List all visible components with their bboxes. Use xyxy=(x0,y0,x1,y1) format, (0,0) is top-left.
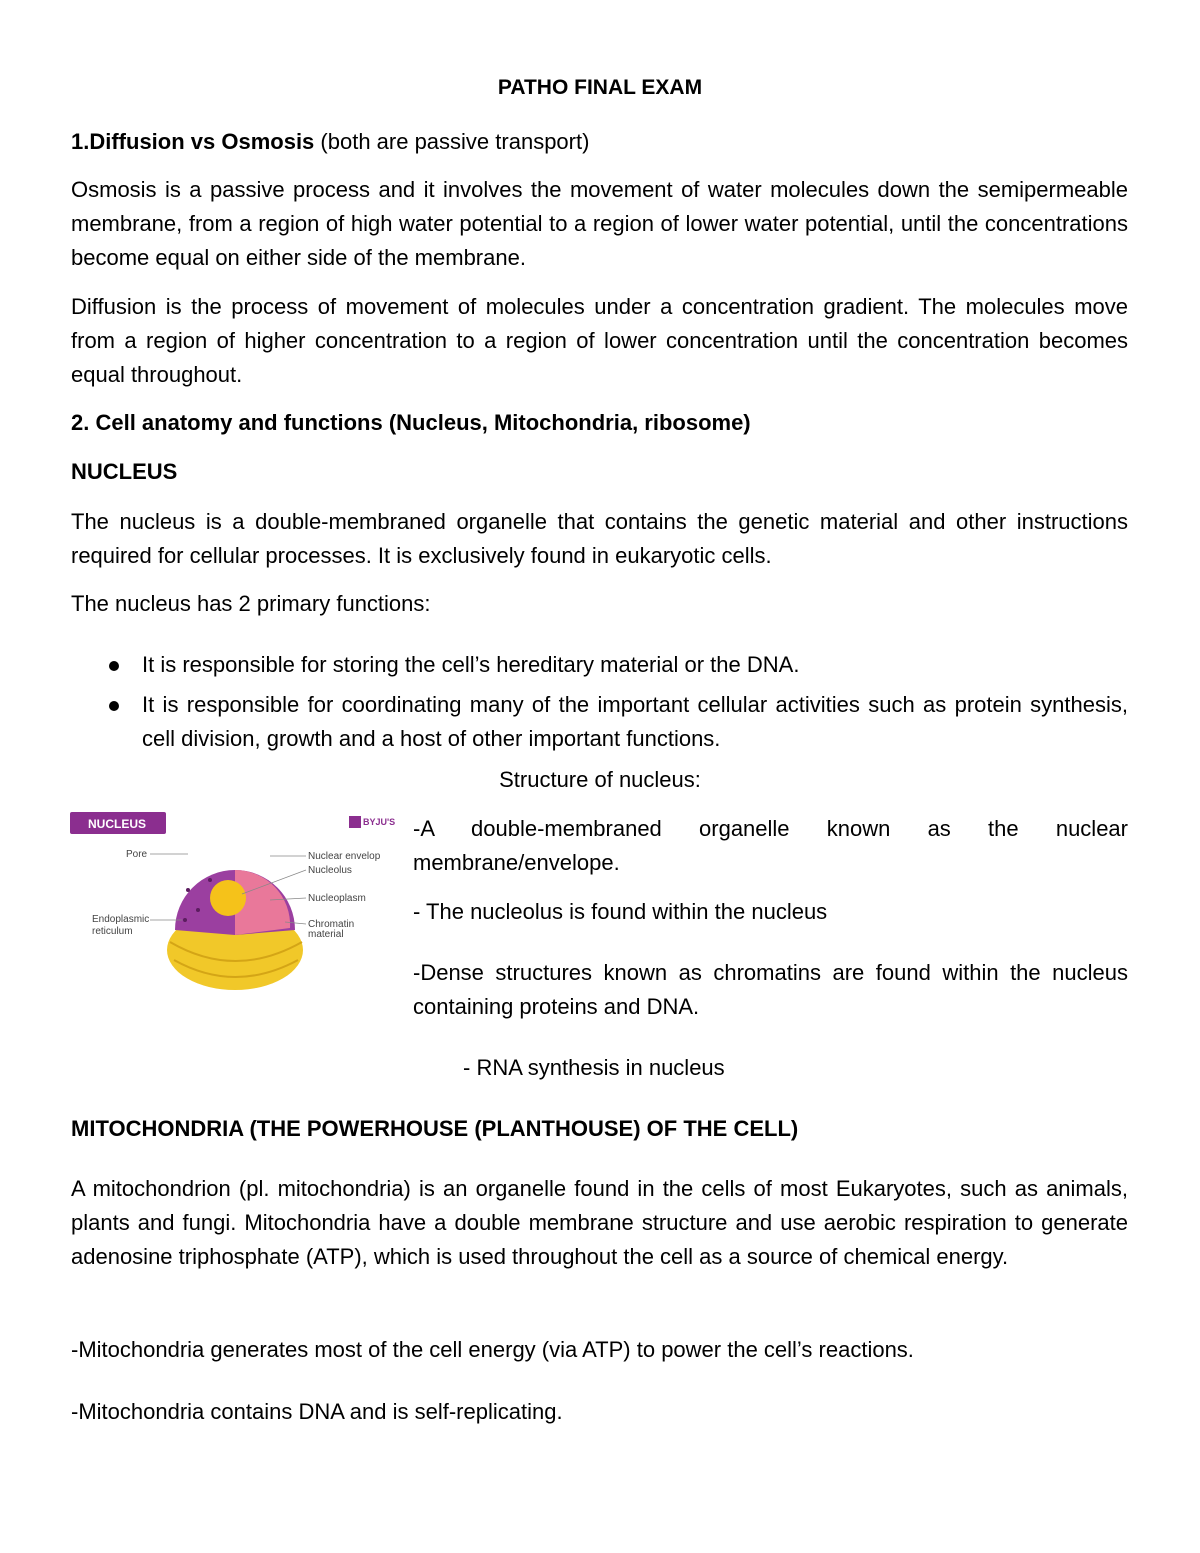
list-item: It is responsible for storing the cell’s hereditary material or the DNA. xyxy=(71,648,1128,682)
nucleus-functions-intro: The nucleus has 2 primary functions: xyxy=(71,591,431,616)
nucleus-functions-list xyxy=(71,648,1128,762)
page-title: PATHO FINAL EXAM xyxy=(497,76,703,99)
mitochondria-description: A mitochondrion (pl. mitochondria) is an organelle found in the cells of most Eukaryotes, such as animals, plants and fungi. Mitochondria have a double membrane structure and use aerobic respiration to generate adenosine triphosphate (ATP), which is used throughout the cell as a source of chemical energy. xyxy=(71,1176,1128,1269)
pore-dot xyxy=(196,908,200,912)
structure-point-1b: membrane/envelope. xyxy=(413,850,620,875)
label-er: Endoplasmic xyxy=(92,914,150,925)
structure-point-1: -A double-membraned organelle known as the nuclear xyxy=(413,816,1128,841)
osmosis-paragraph: Osmosis is a passive process and it involves the movement of water molecules down the semipermeable membrane, from a region of high water potential to a region of lower water potential, until the concentrations become equal on either side of the membrane. xyxy=(71,177,1128,270)
brand-logo-icon xyxy=(349,816,361,828)
figure-banner-label: NUCLEUS xyxy=(88,817,147,831)
bullet-icon xyxy=(109,701,119,711)
label-nucleoplasm: Nucleoplasm xyxy=(308,893,366,904)
nucleus-heading: NUCLEUS xyxy=(71,459,178,484)
bullet-icon xyxy=(109,661,119,671)
structure-heading: Structure of nucleus: xyxy=(499,767,701,792)
pore-dot xyxy=(208,878,212,882)
section2-heading: 2. Cell anatomy and functions (Nucleus, Mitochondria, ribosome) xyxy=(71,410,751,435)
pore-dot xyxy=(186,888,190,892)
nucleus-diagram xyxy=(70,810,400,1000)
structure-point-4: - RNA synthesis in nucleus xyxy=(463,1055,725,1080)
mitochondria-point-1: -Mitochondria generates most of the cell energy (via ATP) to power the cell’s reactions. xyxy=(71,1337,914,1362)
nucleolus-shape xyxy=(210,880,246,916)
brand-label: BYJU'S xyxy=(363,817,396,827)
section1-heading-line xyxy=(71,125,1128,159)
label-nucleolus: Nucleolus xyxy=(308,865,352,876)
label-chromatin-2: material xyxy=(308,929,344,940)
mitochondria-heading: MITOCHONDRIA (THE POWERHOUSE (PLANTHOUSE) OF THE CELL) xyxy=(71,1116,799,1141)
diffusion-paragraph: Diffusion is the process of movement of molecules under a concentration gradient. The molecules move from a region of higher concentration to a region of lower concentration until the concentration becomes equal throughout. xyxy=(71,294,1128,387)
structure-point-3: -Dense structures known as chromatins are found within the nucleus containing proteins and DNA. xyxy=(413,960,1128,1019)
pore-dot xyxy=(183,918,187,922)
nucleus-description: The nucleus is a double-membraned organelle that contains the genetic material and other instructions required for cellular processes. It is exclusively found in eukaryotic cells. xyxy=(71,509,1128,568)
label-er-2: reticulum xyxy=(92,926,133,937)
mitochondria-point-2: -Mitochondria contains DNA and is self-replicating. xyxy=(71,1399,563,1424)
structure-point-2: - The nucleolus is found within the nucleus xyxy=(413,899,828,924)
label-envelope: Nuclear envelop xyxy=(308,851,381,862)
section1-heading-note: (both are passive transport) xyxy=(314,129,590,154)
list-item: It is responsible for coordinating many of the important cellular activities such as protein synthesis, cell division, growth and a host of other important functions. xyxy=(71,688,1128,756)
section1-heading: 1.Diffusion vs Osmosis xyxy=(71,129,315,154)
label-pore: Pore xyxy=(126,849,148,860)
label-chromatin: Chromatin xyxy=(308,919,355,930)
